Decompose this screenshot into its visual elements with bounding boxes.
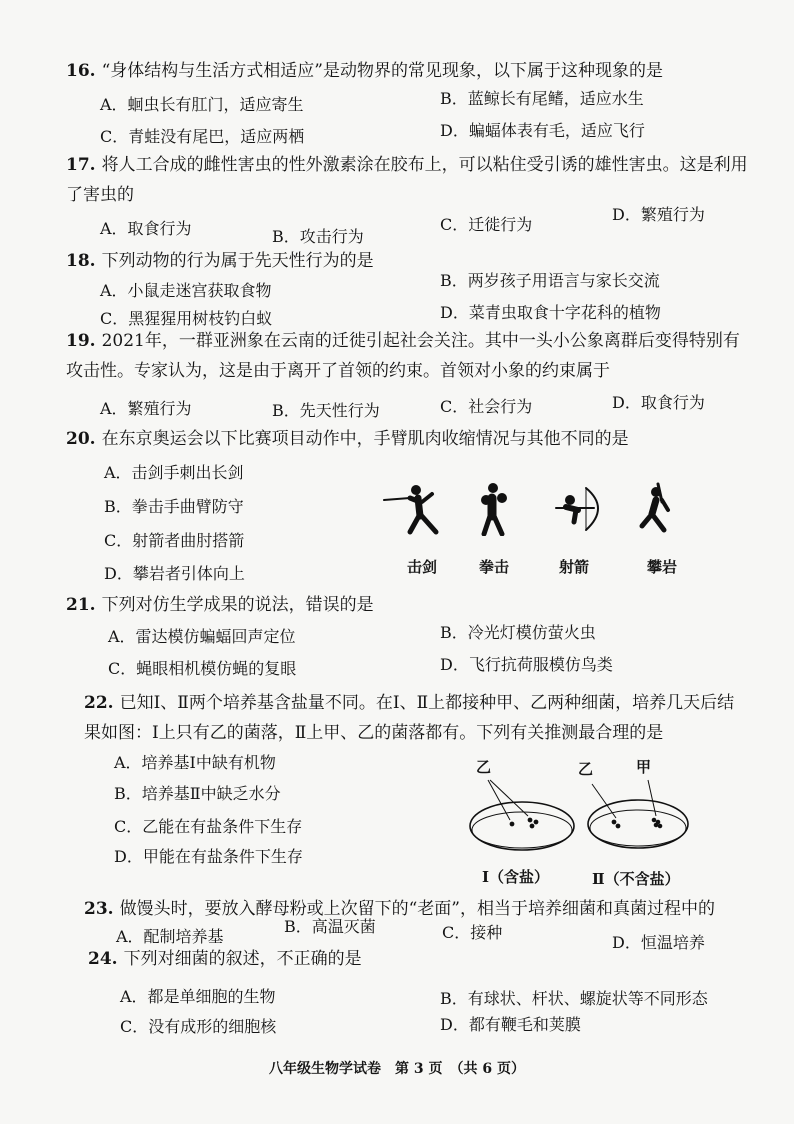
dish-1 [470,780,574,850]
q18-option-a: A．小鼠走迷宫获取食物 [100,281,272,300]
q19-option-b: B．先天性行为 [272,401,380,420]
q19-option-a: A．繁殖行为 [100,399,192,418]
q22-option-c: C．乙能在有盐条件下生存 [114,817,303,836]
question-16-stem: 16. “身体结构与生活方式相适应”是动物界的常见现象，以下属于这种现象的是 [66,61,663,81]
q20-option-b: B．拳击手曲臂防守 [104,497,244,516]
page-footer: 八年级生物学试卷 第 3 页 （共 6 页） [269,1061,525,1077]
question-19 [66,326,756,386]
q16-option-b: B．蓝鲸长有尾鳍，适应水生 [440,89,644,108]
question-21 [66,590,756,620]
question-18-stem: 18. 下列动物的行为属于先天性行为的是 [66,251,374,271]
q20-option-d: D．攀岩者引体向上 [104,564,245,583]
question-22-stem: 22. 已知Ⅰ、Ⅱ两个培养基含盐量不同。在Ⅰ、Ⅱ上都接种甲、乙两种细菌，培养几天后结果如图：Ⅰ上只有乙的菌落，Ⅱ上甲、乙的菌落都有。下列有关推测最合理的是 [84,693,735,743]
q21-option-d: D．飞行抗荷服模仿鸟类 [440,655,613,674]
sports-pictograms [380,480,700,536]
q24-option-c: C．没有成形的细胞核 [120,1017,277,1036]
petri-dishes [466,770,716,870]
petri-dish-figure [466,756,716,892]
q20-option-c: C．射箭者曲肘搭箭 [104,531,245,550]
archery-pictogram [556,488,598,530]
q21-option-b: B．冷光灯模仿萤火虫 [440,623,596,642]
sports-figure [380,480,700,580]
question-20-stem: 20. 在东京奥运会以下比赛项目动作中，手臂肌肉收缩情况与其他不同的是 [66,429,629,449]
q21-option-a: A．雷达模仿蝙蝠回声定位 [108,627,296,646]
dish2-label-jia: 甲 [636,758,652,776]
q16-option-c: C．青蛙没有尾巴，适应两栖 [100,127,305,146]
sports-label-boxing: 拳击 [478,558,509,576]
q23-option-a: A．配制培养基 [116,927,224,946]
q22-option-d: D．甲能在有盐条件下生存 [114,847,303,866]
climbing-pictogram [642,484,668,530]
sports-label-fencing: 击剑 [406,558,437,576]
question-21-stem: 21. 下列对仿生学成果的说法，错误的是 [66,595,374,615]
dish-2 [588,780,688,848]
q19-option-d: D．取食行为 [612,393,705,412]
dish2-caption: Ⅱ（不含盐） [592,870,680,888]
question-16 [66,56,756,86]
question-17 [66,150,756,210]
q17-option-c: C．迁徙行为 [440,215,533,234]
question-19-stem: 19. 2021年，一群亚洲象在云南的迁徙引起社会关注。其中一头小公象离群后变得特别有攻击性。专家认为，这是由于离开了首领的约束。首领对小象的约束属于 [66,331,740,381]
q22-option-a: A．培养基Ⅰ中缺有机物 [114,753,276,772]
q16-option-d: D．蝙蝠体表有毛，适应飞行 [440,121,645,140]
fencing-pictogram [384,485,436,532]
question-24 [88,944,748,974]
q19-option-c: C．社会行为 [440,397,533,416]
q23-option-c: C．接种 [442,923,503,942]
question-17-stem: 17. 将人工合成的雌性害虫的性外激素涂在胶布上，可以粘住受引诱的雄性害虫。这是利用了害虫的 [66,155,748,205]
q21-option-c: C．蝇眼相机模仿蝇的复眼 [108,659,297,678]
q17-option-d: D．繁殖行为 [612,205,705,224]
question-24-stem: 24. 下列对细菌的叙述，不正确的是 [88,949,362,969]
q18-option-d: D．菜青虫取食十字花科的植物 [440,303,661,322]
q17-option-a: A．取食行为 [100,219,192,238]
q22-option-b: B．培养基Ⅱ中缺乏水分 [114,784,281,803]
q16-option-a: A．蛔虫长有肛门，适应寄生 [100,95,304,114]
q23-option-b: B．高温灭菌 [284,917,376,936]
q18-option-c: C．黑猩猩用树枝钓白蚁 [100,309,273,328]
sports-label-archery: 射箭 [558,558,589,576]
q24-option-d: D．都有鞭毛和荚膜 [440,1015,581,1034]
dish1-caption: Ⅰ（含盐） [482,868,550,886]
q18-option-b: B．两岁孩子用语言与家长交流 [440,271,660,290]
q23-option-d: D．恒温培养 [612,933,705,952]
question-23 [84,894,744,924]
boxing-pictogram [481,483,507,534]
q24-option-b: B．有球状、杆状、螺旋状等不同形态 [440,989,708,1008]
question-20 [66,424,756,454]
question-22 [84,688,744,748]
question-23-stem: 23. 做馒头时，要放入酵母粉或上次留下的“老面”，相当于培养细菌和真菌过程中的 [84,899,715,919]
dish1-label-yi: 乙 [476,758,492,776]
q17-option-b: B．攻击行为 [272,227,364,246]
sports-label-climbing: 攀岩 [646,558,677,576]
dish2-label-yi: 乙 [578,760,594,778]
q20-option-a: A．击剑手刺出长剑 [104,463,244,482]
q24-option-a: A．都是单细胞的生物 [120,987,276,1006]
